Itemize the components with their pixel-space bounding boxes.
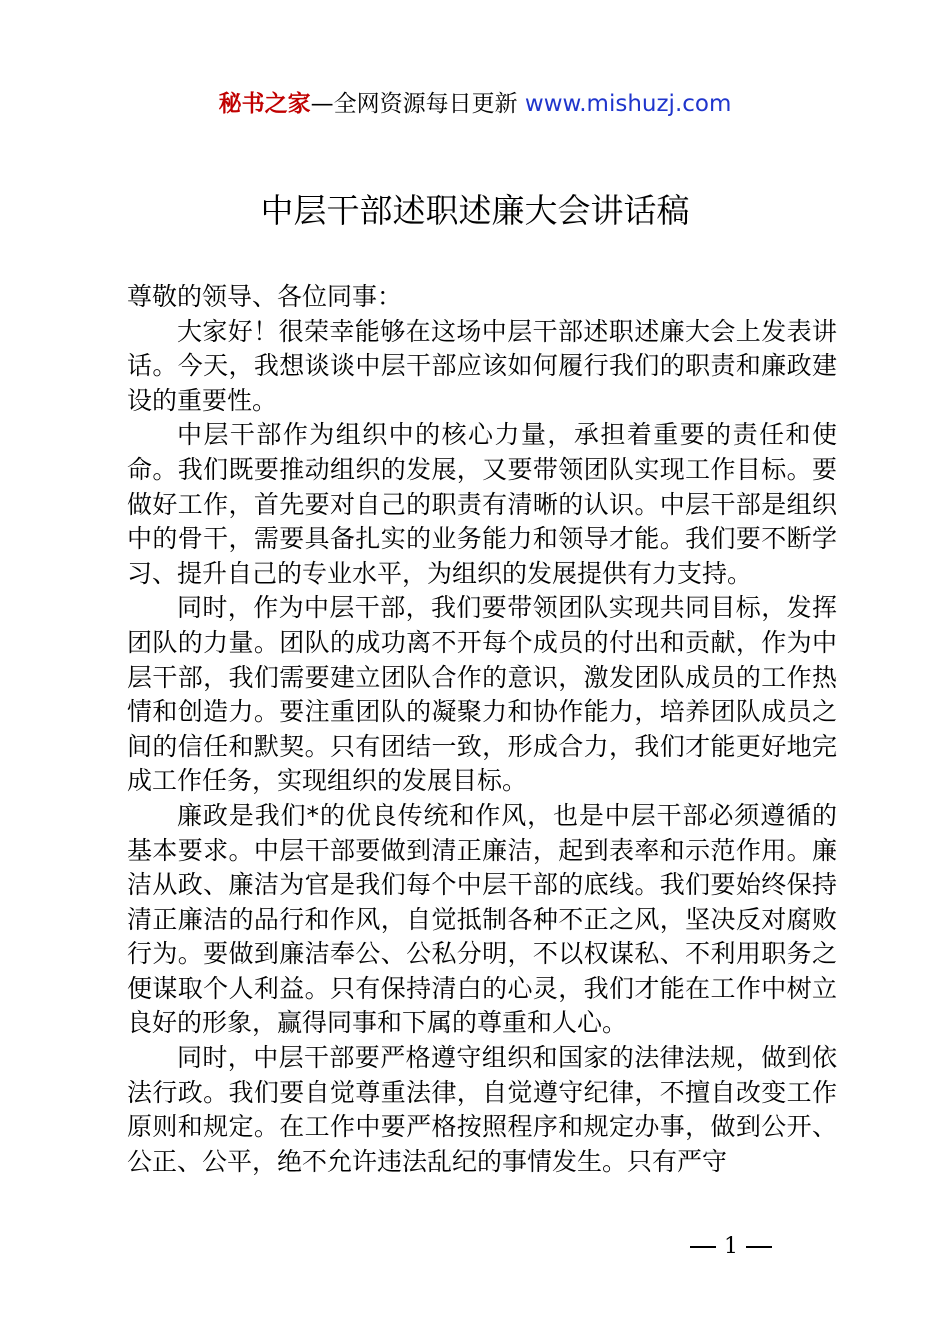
- document-body: [127, 280, 837, 1179]
- paragraph-3: 同时，作为中层干部，我们要带领团队实现共同目标，发挥团队的力量。团队的成功离不开每个成员的付出和贡献，作为中层干部，我们需要建立团队合作的意识，激发团队成员的工作热情和创造力。要注重团队的凝聚力和协作能力，培养团队成员之间的信任和默契。只有团结一致，形成合力，我们才能更好地完成工作任务，实现组织的发展目标。: [127, 593, 837, 796]
- paragraph-5: 同时，中层干部要严格遵守组织和国家的法律法规，做到依法行政。我们要自觉尊重法律，自觉遵守纪律，不擅自改变工作原则和规定。在工作中要严格按照程序和规定办事，做到公开、公正、公平，绝不允许违法乱纪的事情发生。只有严守: [127, 1043, 837, 1176]
- greeting: 尊敬的领导、各位同事：: [127, 282, 403, 311]
- site-url-link[interactable]: www.mishuzj.com: [524, 91, 732, 117]
- brand-name: 秘书之家: [218, 91, 311, 117]
- paragraph-2: 中层干部作为组织中的核心力量，承担着重要的责任和使命。我们既要推动组织的发展，又要带领团队实现工作目标。要做好工作，首先要对自己的职责有清晰的认识。中层干部是组织中的骨干，需要具备扎实的业务能力和领导才能。我们要不断学习、提升自己的专业水平，为组织的发展提供有力支持。: [127, 420, 837, 588]
- paragraph-4: 廉政是我们*的优良传统和作风，也是中层干部必须遵循的基本要求。中层干部要做到清正廉洁，起到表率和示范作用。廉洁从政、廉洁为官是我们每个中层干部的底线。我们要始终保持清正廉洁的品行和作风，自觉抵制各种不正之风，坚决反对腐败行为。要做到廉洁奉公、公私分明，不以权谋私、不利用职务之便谋取个人利益。只有保持清白的心灵，我们才能在工作中树立良好的形象，赢得同事和下属的尊重和人心。: [127, 800, 837, 1038]
- site-header: [0, 86, 950, 122]
- page-number-dash-left: [690, 1246, 716, 1248]
- site-tagline: —全网资源每日更新: [310, 91, 525, 117]
- paragraph-1: 大家好！很荣幸能够在这场中层干部述职述廉大会上发表讲话。今天，我想谈谈中层干部应该如何履行我们的职责和廉政建设的重要性。: [127, 316, 837, 415]
- page-number: [0, 1232, 950, 1262]
- page-number-value: 1: [724, 1234, 738, 1259]
- document-title: 中层干部述职述廉大会讲话稿: [260, 191, 690, 230]
- page-number-dash-right: [746, 1246, 772, 1248]
